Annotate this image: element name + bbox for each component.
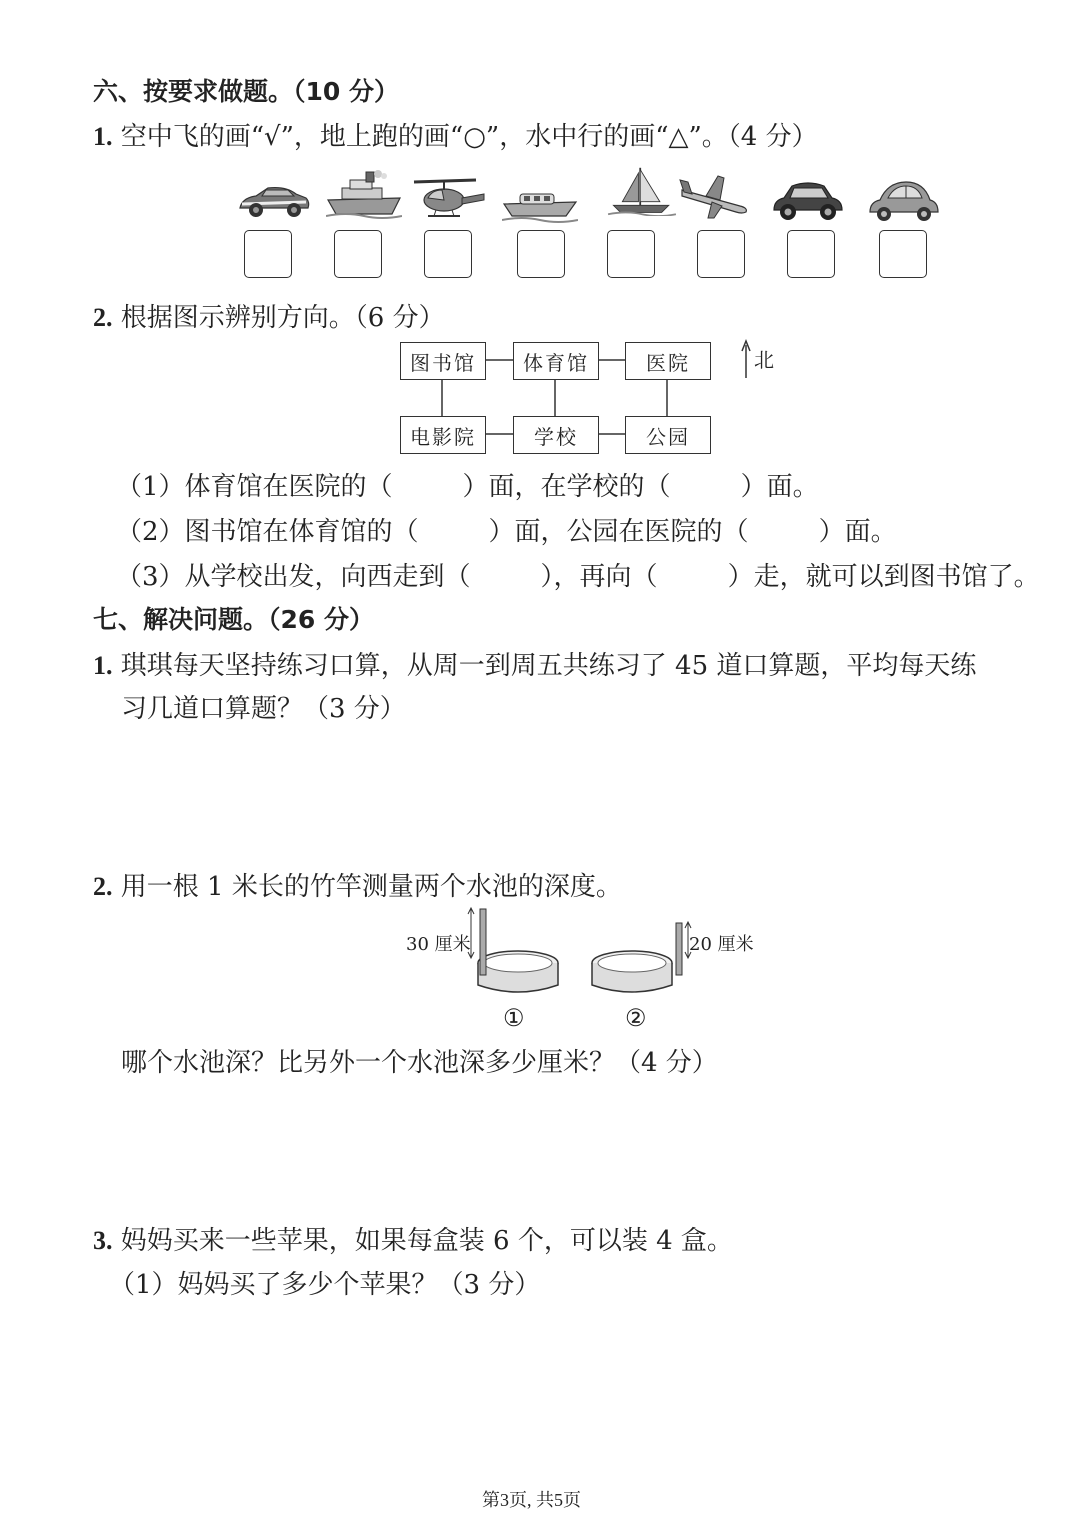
speedboat-icon	[502, 178, 578, 228]
question-6-1	[93, 116, 818, 153]
pool-2-measure-label: 20 厘米	[689, 934, 754, 955]
pool-2-label: ②	[625, 1004, 647, 1032]
answer-box-6[interactable]	[697, 230, 745, 278]
answer-box-4[interactable]	[517, 230, 565, 278]
answer-box-2[interactable]	[334, 230, 382, 278]
question-text: 空中飞的画“√”，地上跑的画“○”，水中行的画“△”。（4 分）	[120, 122, 818, 152]
question-7-1	[93, 645, 976, 682]
helicopter-icon	[410, 172, 486, 222]
beetle-car-icon	[866, 176, 942, 226]
question-7-3-sub1: （1）妈妈买了多少个苹果？（3 分）	[109, 1270, 541, 1300]
pool-1-measure-label: 30 厘米	[406, 934, 471, 955]
answer-box-3[interactable]	[424, 230, 472, 278]
question-7-1-line2: 习几道口算题？（3 分）	[121, 694, 406, 724]
question-7-3	[93, 1220, 733, 1257]
question-number: 1.	[93, 122, 113, 151]
question-7-2	[93, 866, 622, 903]
answer-box-8[interactable]	[879, 230, 927, 278]
car-icon	[770, 174, 846, 224]
question-text: 根据图示辨别方向。（6 分）	[120, 303, 445, 333]
question-text: 用一根 1 米长的竹竿测量两个水池的深度。	[120, 872, 622, 902]
question-7-2-ask: 哪个水池深？比另外一个水池深多少厘米？（4 分）	[121, 1048, 718, 1078]
place-hospital: 医院	[625, 342, 711, 380]
question-6-2	[93, 297, 445, 334]
place-park: 公园	[625, 416, 711, 454]
question-number: 2.	[93, 303, 113, 332]
sub-question-3: （3）从学校出发，向西走到（ ），再向（ ）走，就可以到图书馆了。	[116, 562, 1040, 592]
answer-box-7[interactable]	[787, 230, 835, 278]
question-number: 2.	[93, 872, 113, 901]
race-car-icon	[236, 174, 312, 224]
sub-question-1: （1）体育馆在医院的（ ）面，在学校的（ ）面。	[116, 472, 819, 502]
question-number: 1.	[93, 651, 113, 680]
steamship-icon	[326, 170, 402, 220]
place-library: 图书馆	[400, 342, 486, 380]
answer-box-5[interactable]	[607, 230, 655, 278]
pool-1-label: ①	[503, 1004, 525, 1032]
section-6-title: 六、按要求做题。（10 分）	[93, 77, 399, 106]
north-label: 北	[754, 348, 774, 372]
question-text: 妈妈买来一些苹果，如果每盒装 6 个，可以装 4 盒。	[120, 1226, 733, 1256]
section-7-title: 七、解决问题。（26 分）	[93, 605, 374, 634]
place-school: 学校	[513, 416, 599, 454]
sub-question-2: （2）图书馆在体育馆的（ ）面，公园在医院的（ ）面。	[116, 517, 897, 547]
place-gym: 体育馆	[513, 342, 599, 380]
airplane-icon	[678, 172, 754, 222]
page-number: 第3页, 共5页	[482, 1490, 581, 1510]
answer-box-1[interactable]	[244, 230, 292, 278]
question-text: 琪琪每天坚持练习口算，从周一到周五共练习了 45 道口算题，平均每天练	[120, 651, 977, 681]
sailboat-icon	[604, 166, 680, 216]
place-cinema: 电影院	[400, 416, 486, 454]
question-number: 3.	[93, 1226, 113, 1255]
